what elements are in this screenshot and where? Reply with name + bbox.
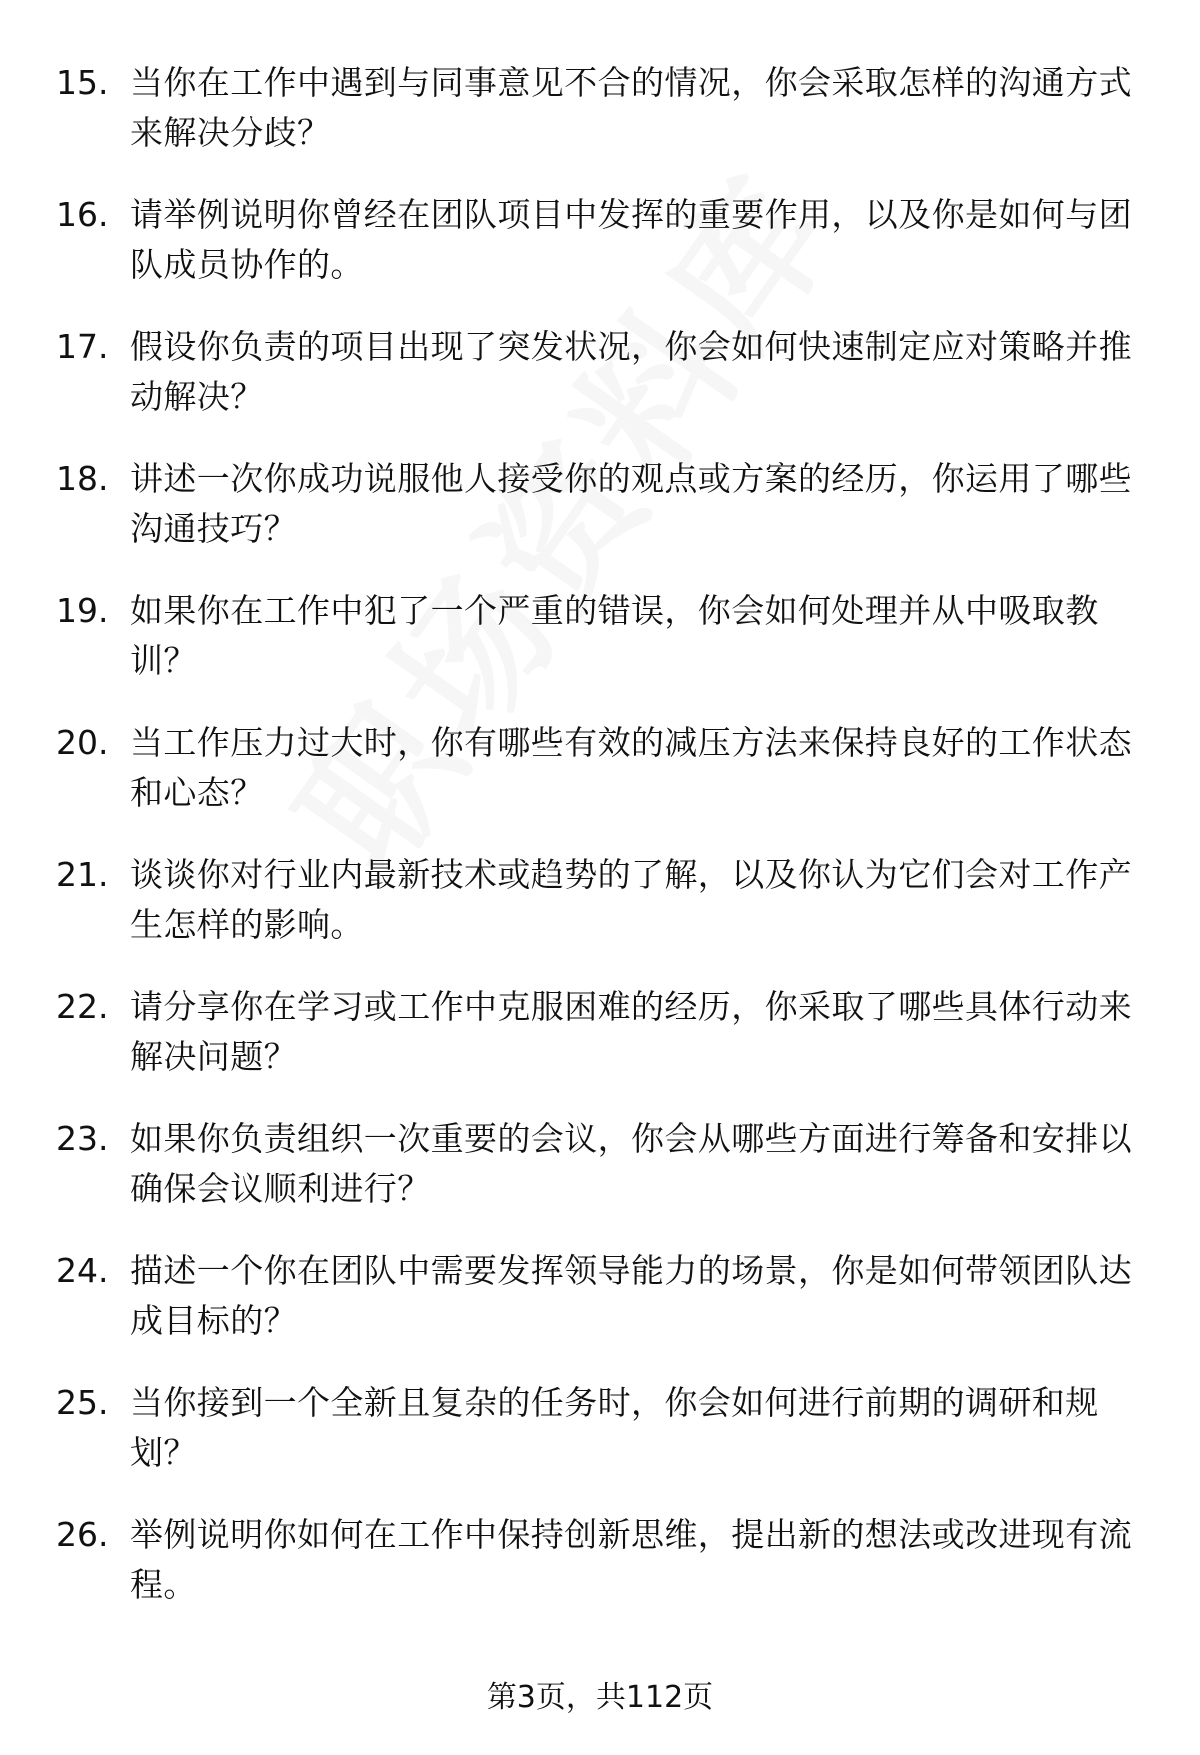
question-text: 请举例说明你曾经在团队项目中发挥的重要作用，以及你是如何与团队成员协作的。 bbox=[130, 195, 1132, 284]
question-text: 假设你负责的项目出现了突发状况，你会如何快速制定应对策略并推动解决？ bbox=[130, 327, 1132, 416]
question-number: 21. bbox=[56, 855, 109, 894]
question-text: 当你在工作中遇到与同事意见不合的情况，你会采取怎样的沟通方式来解决分歧？ bbox=[130, 63, 1132, 152]
question-number: 25. bbox=[56, 1383, 109, 1422]
question-text: 请分享你在学习或工作中克服困难的经历，你采取了哪些具体行动来解决问题？ bbox=[130, 987, 1132, 1076]
question-list bbox=[56, 58, 1146, 1642]
page-number-label: 第3页，共112页 bbox=[486, 1680, 714, 1715]
question-item bbox=[56, 190, 1146, 322]
question-number: 23. bbox=[56, 1119, 109, 1158]
question-item bbox=[56, 1246, 1146, 1378]
question-text: 如果你负责组织一次重要的会议，你会从哪些方面进行筹备和安排以确保会议顺利进行？ bbox=[130, 1119, 1132, 1208]
question-item bbox=[56, 454, 1146, 586]
question-number: 19. bbox=[56, 591, 109, 630]
page-footer bbox=[0, 1678, 1200, 1718]
question-number: 22. bbox=[56, 987, 109, 1026]
question-text: 谈谈你对行业内最新技术或趋势的了解，以及你认为它们会对工作产生怎样的影响。 bbox=[130, 855, 1132, 944]
question-text: 举例说明你如何在工作中保持创新思维，提出新的想法或改进现有流程。 bbox=[130, 1515, 1132, 1604]
question-text: 讲述一次你成功说服他人接受你的观点或方案的经历，你运用了哪些沟通技巧？ bbox=[130, 459, 1132, 548]
question-text: 当你接到一个全新且复杂的任务时，你会如何进行前期的调研和规划？ bbox=[130, 1383, 1099, 1472]
question-number: 18. bbox=[56, 459, 109, 498]
question-number: 16. bbox=[56, 195, 109, 234]
question-item bbox=[56, 1378, 1146, 1510]
question-item bbox=[56, 982, 1146, 1114]
question-item bbox=[56, 586, 1146, 718]
question-item bbox=[56, 850, 1146, 982]
question-number: 26. bbox=[56, 1515, 109, 1554]
question-item bbox=[56, 1510, 1146, 1642]
question-number: 15. bbox=[56, 63, 109, 102]
question-item bbox=[56, 322, 1146, 454]
question-text: 描述一个你在团队中需要发挥领导能力的场景，你是如何带领团队达成目标的？ bbox=[130, 1251, 1132, 1340]
question-number: 20. bbox=[56, 723, 109, 762]
question-text: 当工作压力过大时，你有哪些有效的减压方法来保持良好的工作状态和心态？ bbox=[130, 723, 1132, 812]
question-item bbox=[56, 718, 1146, 850]
question-item bbox=[56, 1114, 1146, 1246]
question-number: 17. bbox=[56, 327, 109, 366]
question-item bbox=[56, 58, 1146, 190]
question-number: 24. bbox=[56, 1251, 109, 1290]
question-text: 如果你在工作中犯了一个严重的错误，你会如何处理并从中吸取教训？ bbox=[130, 591, 1099, 680]
